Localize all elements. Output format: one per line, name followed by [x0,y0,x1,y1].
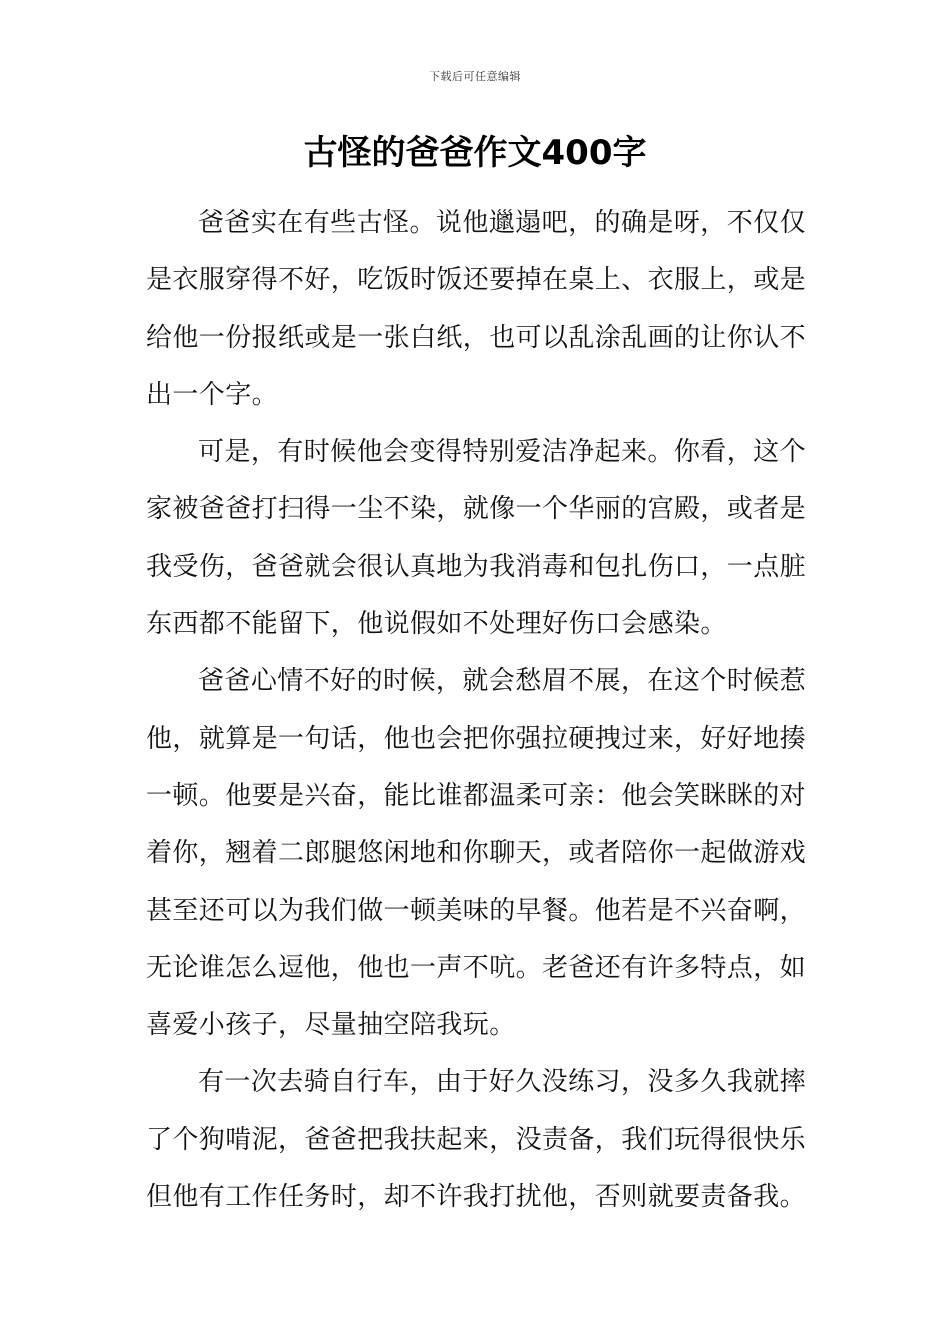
document-title: 古怪的爸爸作文400字 [303,133,647,173]
header-note: 下载后可任意编辑 [429,70,521,83]
paragraph-4: 有一次去骑自行车，由于好久没练习，没多久我就摔了个狗啃泥，爸爸把我扶起来，没责备，我们玩得很快乐但他有工作任务时，却不许我打扰他，否则就要责备我。 [146,1067,807,1213]
paragraph-2: 可是，有时候他会变得特别爱洁净起来。你看，这个家被爸爸打扫得一尘不染，就像一个华丽的宫殿，或者是我受伤，爸爸就会很认真地为我消毒和包扎伤口，一点脏东西都不能留下，他说假如不处理好伤口会感染。 [146,437,807,640]
paragraph-1: 爸爸实在有些古怪。说他邋遢吧，的确是呀，不仅仅是衣服穿得不好，吃饭时饭还要掉在桌上、衣服上，或是给他一份报纸或是一张白纸，也可以乱涂乱画的让你认不出一个字。 [146,208,807,410]
document-body [146,195,806,1226]
paragraph-3: 爸爸心情不好的时候，就会愁眉不展，在这个时候惹他，就算是一句话，他也会把你强拉硬拽过来，好好地揍一顿。他要是兴奋，能比谁都温柔可亲：他会笑眯眯的对着你，翘着二郎腿悠闲地和你聊天，或者陪你一起做游戏甚至还可以为我们做一顿美味的早餐。他若是不兴奋啊，无论谁怎么逗他，他也一声不吭。老爸还有许多特点，如喜爱小孩子，尽量抽空陪我玩。 [146,666,807,1041]
